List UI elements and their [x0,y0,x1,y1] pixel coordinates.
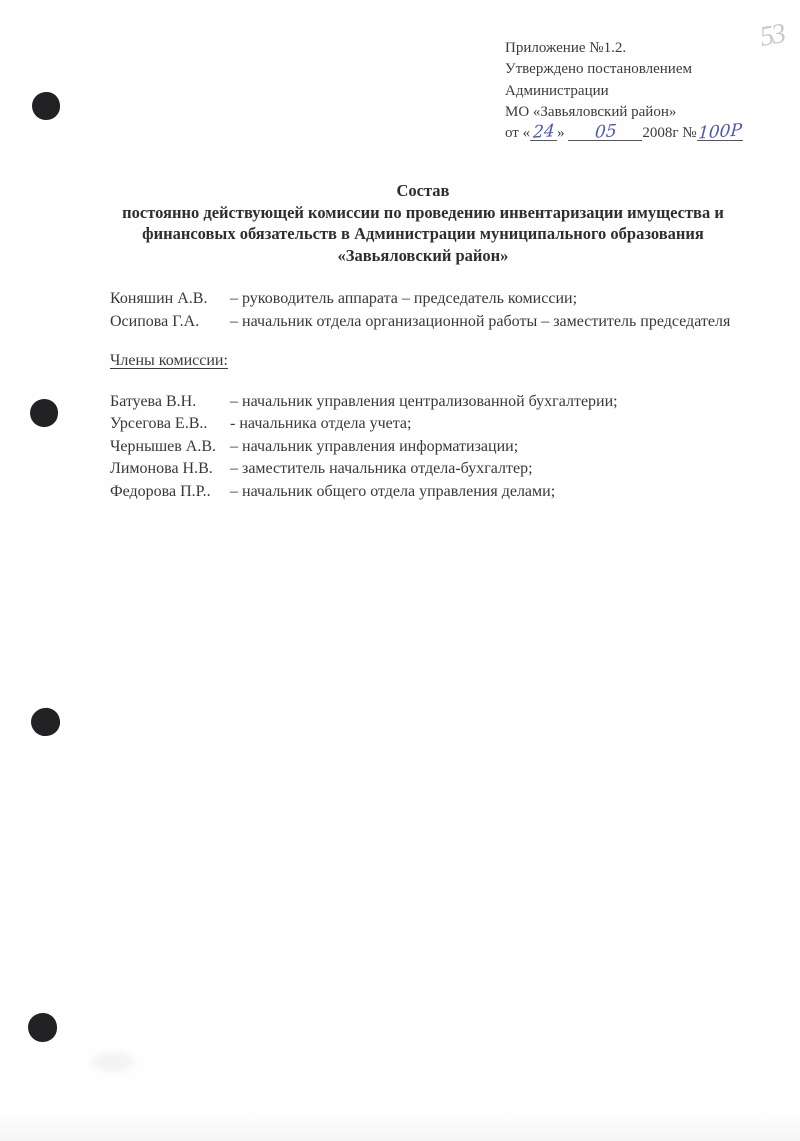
title-line: постоянно действующей комиссии по проведению инвентаризации имущества и [122,202,724,222]
title-line: «Завьяловский район» [337,245,509,265]
punch-hole-mark [28,397,60,429]
member-role: – начальник общего отдела управления делами; [230,482,556,500]
commission-member-row [110,391,750,413]
scan-smudge [92,1052,134,1072]
member-role: – начальник управления информатизации; [230,437,519,455]
commission-member-row [110,310,770,333]
members-list [110,391,750,503]
commission-member-row [110,436,750,458]
member-name: Коняшин А.В. [110,290,208,307]
member-role: – начальник управления централизованной бухгалтерии; [230,393,618,410]
date-month-blank [568,121,642,144]
approval-date-line [505,120,795,144]
members-section-heading: Члены комиссии: [110,352,228,369]
date-close-quote: » [557,125,565,142]
commission-member-row [110,287,770,310]
date-number-blank [696,120,743,144]
member-name: Федорова П.Р.. [110,482,211,500]
approval-line: Утверждено постановлением [505,61,692,78]
commission-member-row [110,458,750,480]
member-name: Лимонова Н.В. [110,460,213,478]
member-name: Урсегова Е.В.. [110,415,208,433]
approval-line: Приложение №1.2. [505,40,627,56]
handwritten-corner-number: 53 [757,18,787,53]
date-day-blank [530,121,557,144]
member-role: – начальник отдела организационной работы – заместитель председателя [230,313,731,331]
handwritten-number: 100Р [696,120,743,144]
approval-block [505,38,795,144]
date-prefix: от « [505,125,531,142]
member-name: Чернышев А.В. [110,437,217,455]
title-line: Состав [396,181,450,200]
punch-hole-mark [32,92,60,120]
scan-edge-shadow [0,1115,800,1141]
commission-member-row [110,413,750,435]
punch-hole-mark [30,707,62,738]
punch-hole-mark [28,1013,57,1042]
date-year: 2008г № [642,125,697,142]
title-line: финансовых обязательств в Администрации муниципального образования [142,224,704,244]
member-name: Батуева В.Н. [110,393,197,410]
document-title [63,180,783,266]
member-role: – руководитель аппарата – председатель комиссии; [230,290,578,307]
member-role: – заместитель начальника отдела-бухгалтер; [230,460,533,478]
approval-line: Администрации [505,82,609,99]
approval-line: МО «Завьяловский район» [505,103,677,120]
handwritten-month: 05 [593,121,617,144]
member-name: Осипова Г.А. [110,313,200,331]
handwritten-day: 24 [532,121,556,144]
commission-member-row [110,481,750,503]
leadership-list [110,287,770,334]
member-role: - начальника отдела учета; [230,415,412,433]
